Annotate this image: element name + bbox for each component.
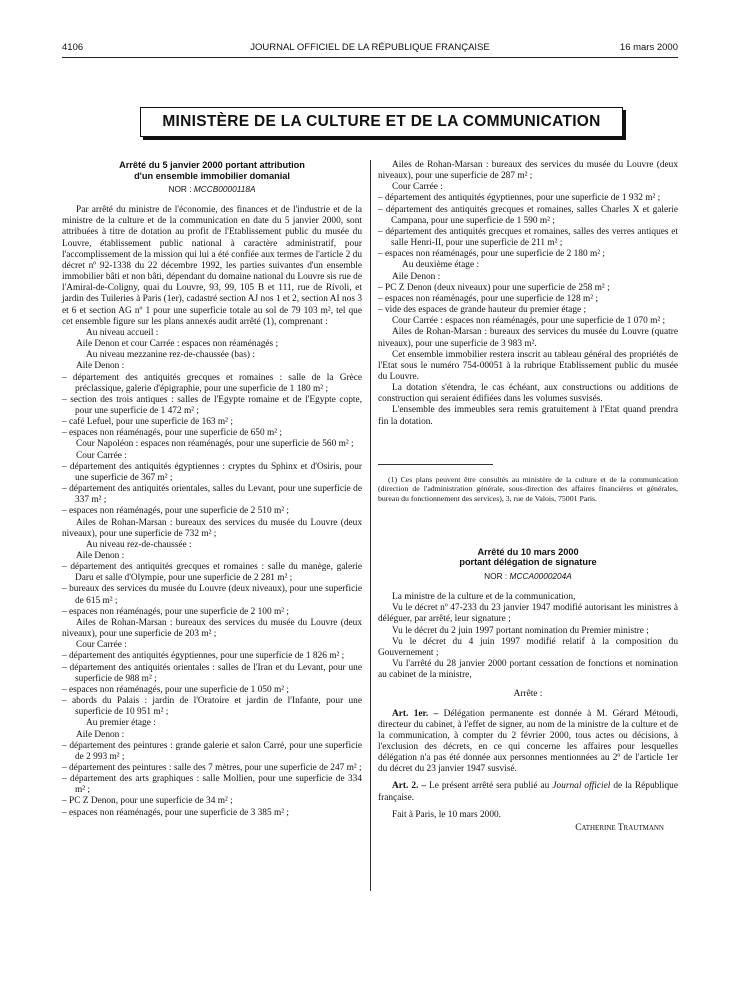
level-heading: Au niveau rez-de-chaussée : bbox=[86, 539, 192, 550]
arrete1-title-line2: d'un ensemble immobilier domanial bbox=[134, 170, 290, 181]
article-2 bbox=[378, 781, 678, 803]
list-item: – département des peintures : grande galerie et salon Carré, pour une superficie de 2 993 m² ; bbox=[62, 740, 362, 762]
level-heading: Au niveau accueil : bbox=[86, 327, 159, 338]
right-column bbox=[378, 160, 678, 834]
article-2-text-b: de la République française. bbox=[378, 781, 678, 803]
wing-line: Cour Carrée : bbox=[76, 450, 127, 461]
preamble-line: Vu l'arrêté du 28 janvier 2000 portant cessation de fonctions et nomination au cabinet de la ministre, bbox=[378, 659, 678, 681]
level-heading: Au premier étage : bbox=[86, 718, 156, 729]
level-heading: Au deuxième étage : bbox=[402, 260, 480, 271]
closing-paragraph: L'ensemble des immeubles sera remis gratuitement à l'Etat quand prendra fin la dotation. bbox=[378, 405, 678, 427]
ministry-heading: MINISTÈRE DE LA CULTURE ET DE LA COMMUNICATION bbox=[140, 107, 623, 137]
list-item: – espaces non réaménagés, pour une superficie de 1 050 m² ; bbox=[62, 684, 289, 695]
header-rule bbox=[62, 57, 678, 58]
wing-line: Aile Denon : bbox=[76, 729, 125, 740]
list-item: – espaces non réaménagés, pour une superficie de 2 180 m² ; bbox=[378, 249, 605, 260]
nor-label: NOR : bbox=[484, 570, 508, 581]
issue-date: 16 mars 2000 bbox=[619, 42, 678, 53]
wing-line: Aile Denon : bbox=[392, 271, 441, 282]
arrete1-nor bbox=[62, 184, 362, 195]
wing-line: Cour Napoléon : espaces non réaménagés, pour une superficie de 560 m² ; bbox=[76, 439, 354, 450]
preamble-line: La ministre de la culture et de la communication, bbox=[392, 592, 576, 603]
wing-line: Aile Denon : bbox=[76, 361, 125, 372]
article-1-text: Délégation permanente est donnée à M. Gérard Métoudi, directeur du cabinet, à l'effet de signer, au nom de la ministre de la culture et de la communication, à compter du 2 février 2000, tous actes ou décisions, à l'exclusion des décrets, en ce qui concerne les affaires pour lesquelles délégation n'a pas été donnée aux personnes mentionnées au 2º de l'article 1er du décret du 23 janvier 1947 susvisé. bbox=[378, 708, 678, 775]
arrete1-intro: Par arrêté du ministre de l'économie, des finances et de l'industrie et de la ministre de la culture et de la communication en date du 5 janvier 2000, sont attribuées à titre de dotation au profit de l'Etablissement public du musée du Louvre, établissement public national à caractère administratif, pour l'accomplissement de la mission qui lui a été confiée aux termes de l'article 2 du décret nº 92-1338 du 22 décembre 1992, les parties suivantes d'un ensemble immobilier bâti et non bâti, dépendant du domaine national du Louvre sis rue de l'Amiral-de-Coligny, quai du Louvre, 93, 99, 105 B et 111, rue de Rivoli, et jardin des Tuileries à Paris (1er), cadastré section AJ nos 1 et 2, section AI nos 3 et 6 et section AG nº 1 pour une superficie totale au sol de 79 103 m², tel que cet ensemble figure sur les plans annexés audit arrêté (1), comprenant : bbox=[62, 205, 362, 327]
page-number: 4106 bbox=[62, 42, 84, 53]
list-item: – PC Z Denon, pour une superficie de 34 m² ; bbox=[62, 796, 233, 807]
list-item: – espaces non réaménagés, pour une superficie de 2 510 m² ; bbox=[62, 506, 289, 517]
wing-line: Ailes de Rohan-Marsan : bureaux des services du musée du Louvre (deux niveaux), pour une superficie de 732 m² ; bbox=[62, 517, 362, 539]
list-item: – bureaux des services du musée du Louvre (deux niveaux), pour une superficie de 615 m² ; bbox=[62, 584, 362, 606]
list-item: – département des antiquités égyptiennes, pour une superficie de 1 826 m² ; bbox=[62, 651, 345, 662]
wing-line: Aile Denon et cour Carrée : espaces non réaménagés ; bbox=[76, 339, 279, 350]
list-item: – département des antiquités orientales, salles du Levant, pour une superficie de 337 m² ; bbox=[62, 484, 362, 506]
arrete2-title-line1: Arrêté du 10 mars 2000 bbox=[477, 546, 579, 557]
preamble-line: Vu le décret du 4 juin 1997 modifié relatif à la composition du Gouvernement ; bbox=[378, 636, 678, 658]
left-column bbox=[62, 160, 362, 819]
article-2-journal: Journal officiel bbox=[552, 781, 611, 792]
wing-line: Ailes de Rohan-Marsan : bureaux des services du musée du Louvre (quatre niveaux), pour une superficie de 3 983 m². bbox=[378, 327, 678, 349]
arrete-label: Arrête : bbox=[513, 689, 543, 700]
wing-line: Cour Carrée : bbox=[76, 640, 127, 651]
list-item: – vide des espaces de grande hauteur du premier étage ; bbox=[378, 305, 587, 316]
footnote: (1) Ces plans peuvent être consultés au ministère de la culture et de la communication (direction de l'administration générale, sous-direction des affaires financières et générales, bureau du fonctionnement des services), 3, rue de Valois, 75001 Paris. bbox=[378, 474, 678, 503]
list-item: – abords du Palais : jardin de l'Oratoire et jardin de l'Infante, pour une superficie de 10 951 m² ; bbox=[62, 696, 362, 718]
closing-paragraph: La dotation s'étendra, le cas échéant, aux constructions ou additions de construction qui seraient édifiées dans les volumes susvisés. bbox=[378, 383, 678, 405]
list-item: – département des antiquités orientales : salles de l'Iran et du Levant, pour une superficie de 988 m² ; bbox=[62, 662, 362, 684]
list-item: – espaces non réaménagés, pour une superficie de 2 100 m² ; bbox=[62, 606, 289, 617]
nor-code: MCCB0000118A bbox=[193, 184, 256, 194]
wing-line: Cour Carrée : bbox=[392, 182, 443, 193]
preamble-line: Vu le décret nº 47-233 du 23 janvier 1947 modifié autorisant les ministres à déléguer, par arrêté, leur signature ; bbox=[378, 603, 678, 625]
level-heading: Au niveau mezzanine rez-de-chaussée (bas) : bbox=[86, 350, 255, 361]
list-item: – espaces non réaménagés, pour une superficie de 650 m² ; bbox=[62, 428, 282, 439]
page-header bbox=[62, 42, 678, 56]
list-item: – espaces non réaménagés, pour une superficie de 3 385 m² ; bbox=[62, 807, 289, 818]
preamble-line: Vu le décret du 2 juin 1997 portant nomination du Premier ministre ; bbox=[392, 625, 649, 636]
arrete2-title-line2: portant délégation de signature bbox=[459, 557, 597, 568]
list-item: – PC Z Denon (deux niveaux) pour une superficie de 258 m² ; bbox=[378, 282, 610, 293]
list-item: – café Lefuel, pour une superficie de 163 m² ; bbox=[62, 417, 233, 428]
list-item: – département des arts graphiques : salle Mollien, pour une superficie de 334 m² ; bbox=[62, 774, 362, 796]
journal-title: JOURNAL OFFICIEL DE LA RÉPUBLIQUE FRANÇAISE bbox=[250, 42, 490, 53]
wing-line: Cour Carrée : espaces non réaménagés, pour une superficie de 1 070 m² ; bbox=[392, 316, 666, 327]
wing-line: Aile Denon : bbox=[76, 551, 125, 561]
list-item: – département des antiquités grecques et romaines, salles des verres antiques et salle Henri-II, pour une superficie de 211 m² ; bbox=[378, 226, 678, 249]
nor-code: MCCA0000204A bbox=[509, 570, 572, 581]
list-item: – département des antiquités grecques et romaines : salle du manège, galerie Daru et salle d'Olympie, pour une superficie de 2 281 m² ; bbox=[62, 562, 362, 584]
nor-label: NOR : bbox=[168, 184, 192, 194]
list-item: – département des antiquités grecques et romaines, salles Charles X et galerie Campana, pour une superficie de 1 590 m² ; bbox=[378, 204, 678, 226]
list-item: – espaces non réaménagés, pour une superficie de 128 m² ; bbox=[378, 293, 598, 304]
list-item: – section des trois antiques : salles de l'Egypte romaine et de l'Egypte copte, pour une superficie de 1 472 m² ; bbox=[62, 394, 362, 416]
article-2-text-a: Le présent arrêté sera publié au bbox=[429, 781, 550, 792]
arrete2-nor bbox=[378, 571, 678, 582]
wing-line: Ailes de Rohan-Marsan : bureaux des services du musée du Louvre (deux niveaux), pour une superficie de 203 m² ; bbox=[62, 617, 362, 640]
list-item: – département des antiquités égyptiennes : cryptes du Sphinx et d'Osiris, pour une superficie de 367 m² ; bbox=[62, 461, 362, 483]
column-divider bbox=[370, 160, 371, 891]
wing-line: Ailes de Rohan-Marsan : bureaux des services du musée du Louvre (deux niveaux), pour une superficie de 287 m² ; bbox=[378, 160, 678, 182]
article-1 bbox=[378, 709, 678, 776]
signature: Catherine Trautmann bbox=[575, 822, 664, 833]
place-date: Fait à Paris, le 10 mars 2000. bbox=[392, 809, 501, 820]
arrete1-title-line1: Arrêté du 5 janvier 2000 portant attribution bbox=[119, 160, 305, 170]
list-item: – département des antiquités égyptiennes, pour une superficie de 1 932 m² ; bbox=[378, 193, 661, 204]
list-item: – département des antiquités grecques et romaines : salle de la Grèce préclassique, galerie d'épigraphie, pour une superficie de 1 180 m² ; bbox=[62, 372, 362, 394]
footnote-rule bbox=[378, 464, 493, 465]
closing-paragraph: Cet ensemble immobilier restera inscrit au tableau général des propriétés de l'Etat sous le numéro 754-00051 à la rubrique Etablissement public du musée du Louvre. bbox=[378, 349, 678, 382]
list-item: – département des peintures : salle des 7 mètres, pour une superficie de 247 m² ; bbox=[62, 762, 362, 773]
article-2-label: Art. 2. – bbox=[392, 781, 427, 792]
article-1-label: Art. 1er. – bbox=[392, 708, 439, 719]
